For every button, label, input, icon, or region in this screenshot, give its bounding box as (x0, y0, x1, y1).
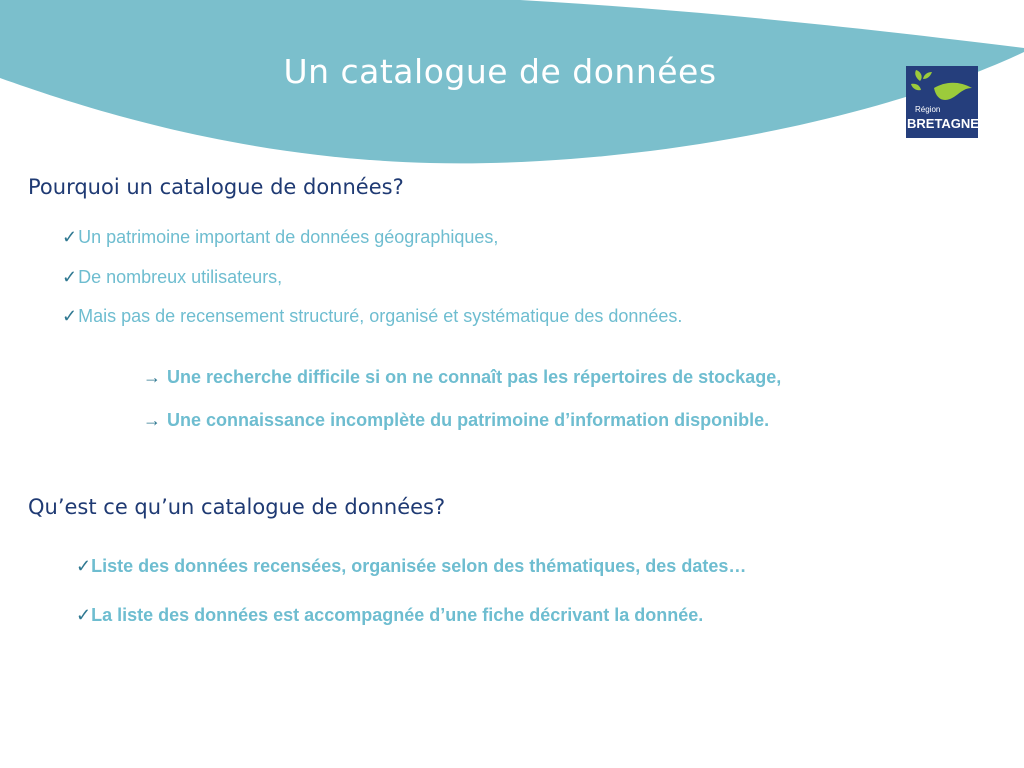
check-icon: ✓ (62, 306, 78, 326)
list-item-text: Un patrimoine important de données géographiques, (78, 227, 499, 247)
consequence-item (143, 367, 781, 388)
check-icon: ✓ (76, 605, 92, 625)
list-item-text: Liste des données recensées, organisée selon des thématiques, des dates… (91, 556, 747, 576)
slide-title: Un catalogue de données (283, 52, 717, 91)
section-heading-what: Qu’est ce qu’un catalogue de données? (28, 495, 446, 519)
section-heading-why: Pourquoi un catalogue de données? (28, 175, 404, 199)
arrow-right-icon: → (143, 410, 161, 430)
logo-text-region: Région (915, 105, 941, 114)
region-bretagne-logo (906, 66, 978, 138)
logo-text-bretagne: BRETAGNE (907, 116, 979, 131)
check-icon: ✓ (62, 267, 78, 287)
list-item-text: La liste des données est accompagnée d’une fiche décrivant la donnée. (91, 605, 704, 625)
check-icon: ✓ (76, 556, 92, 576)
list-item (76, 556, 746, 577)
arrow-right-icon: → (143, 367, 161, 387)
consequence-text: Une connaissance incomplète du patrimoine d’information disponible. (167, 410, 770, 430)
consequence-item (143, 410, 769, 431)
list-item (62, 267, 282, 288)
list-item-text: De nombreux utilisateurs, (78, 267, 283, 287)
list-item-text: Mais pas de recensement structuré, organisé et systématique des données. (78, 306, 683, 326)
list-item (62, 227, 498, 248)
consequence-text: Une recherche difficile si on ne connaît pas les répertoires de stockage, (167, 367, 782, 387)
list-item (62, 306, 682, 327)
list-item (76, 605, 703, 626)
check-icon: ✓ (62, 227, 78, 247)
